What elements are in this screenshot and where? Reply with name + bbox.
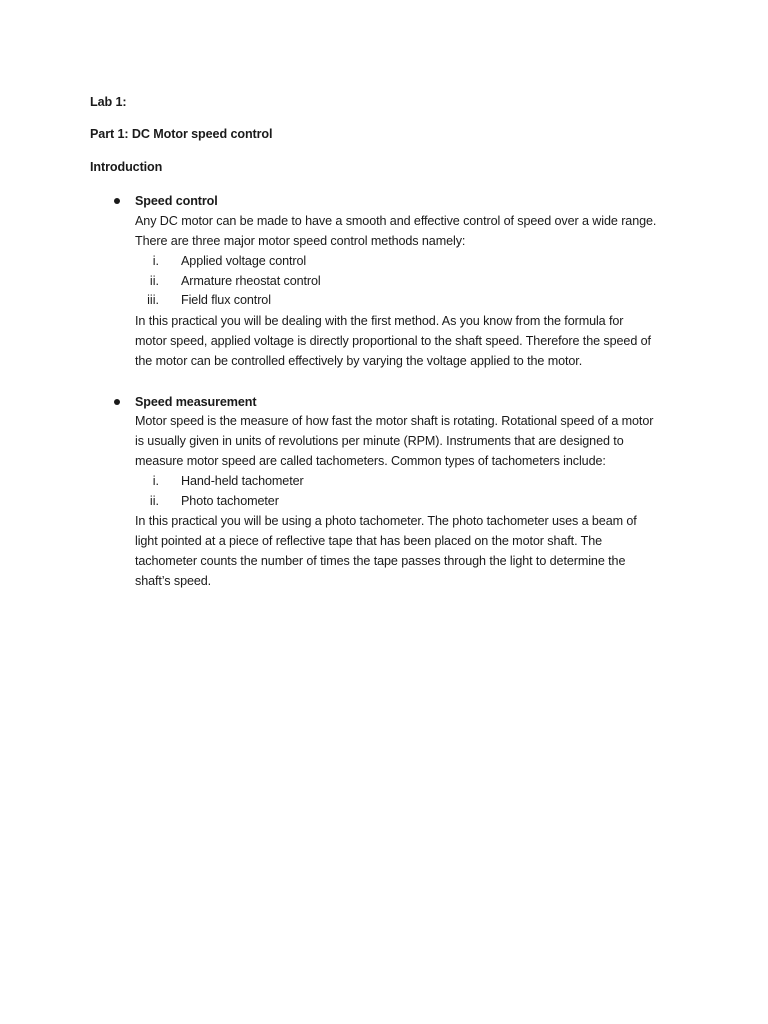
method-item: Applied voltage control: [181, 254, 307, 268]
list-numeral: iii.: [147, 293, 159, 307]
speed-control-closing-line: the motor can be controlled effectively by varying the voltage applied to the motor.: [135, 354, 583, 368]
method-item: Armature rheostat control: [181, 274, 321, 288]
speed-control-intro-line: Any DC motor can be made to have a smooth and effective control of speed over a wide range.: [135, 214, 657, 228]
list-numeral: ii.: [149, 274, 159, 288]
tachometer-type-item: Hand-held tachometer: [181, 474, 304, 488]
list-numeral: i.: [152, 254, 159, 268]
list-numeral: ii.: [149, 494, 159, 508]
speed-measurement-intro-line: is usually given in units of revolutions per minute (RPM). Instruments that are designed to: [135, 434, 624, 448]
speed-control-intro-line: There are three major motor speed control methods namely:: [135, 234, 466, 248]
tachometer-type-item: Photo tachometer: [181, 494, 279, 508]
speed-control-closing-line: In this practical you will be dealing with the first method. As you know from the formula for: [135, 314, 624, 328]
speed-measurement-closing-line: tachometer counts the number of times the tape passes through the light to determine the: [135, 554, 626, 568]
bullet-dot: [114, 198, 120, 204]
method-item: Field flux control: [181, 293, 271, 307]
list-numeral: i.: [152, 474, 159, 488]
speed-control-heading: Speed control: [135, 194, 218, 208]
section-title: Introduction: [90, 160, 163, 174]
speed-control-closing-line: motor speed, applied voltage is directly proportional to the shaft speed. Therefore the speed of: [135, 334, 651, 348]
speed-measurement-intro-line: Motor speed is the measure of how fast the motor shaft is rotating. Rotational speed of a motor: [135, 414, 654, 428]
speed-measurement-closing-line: light pointed at a piece of reflective tape that has been placed on the motor shaft. The: [135, 534, 603, 548]
speed-measurement-heading: Speed measurement: [135, 395, 257, 409]
lab-title: Lab 1:: [90, 95, 127, 109]
speed-measurement-intro-line: measure motor speed are called tachometers. Common types of tachometers include:: [135, 454, 606, 468]
bullet-dot: [114, 399, 120, 405]
speed-measurement-closing-line: shaft’s speed.: [135, 574, 212, 588]
speed-measurement-closing-line: In this practical you will be using a photo tachometer. The photo tachometer uses a beam of: [135, 514, 637, 528]
part-title: Part 1: DC Motor speed control: [90, 127, 273, 141]
